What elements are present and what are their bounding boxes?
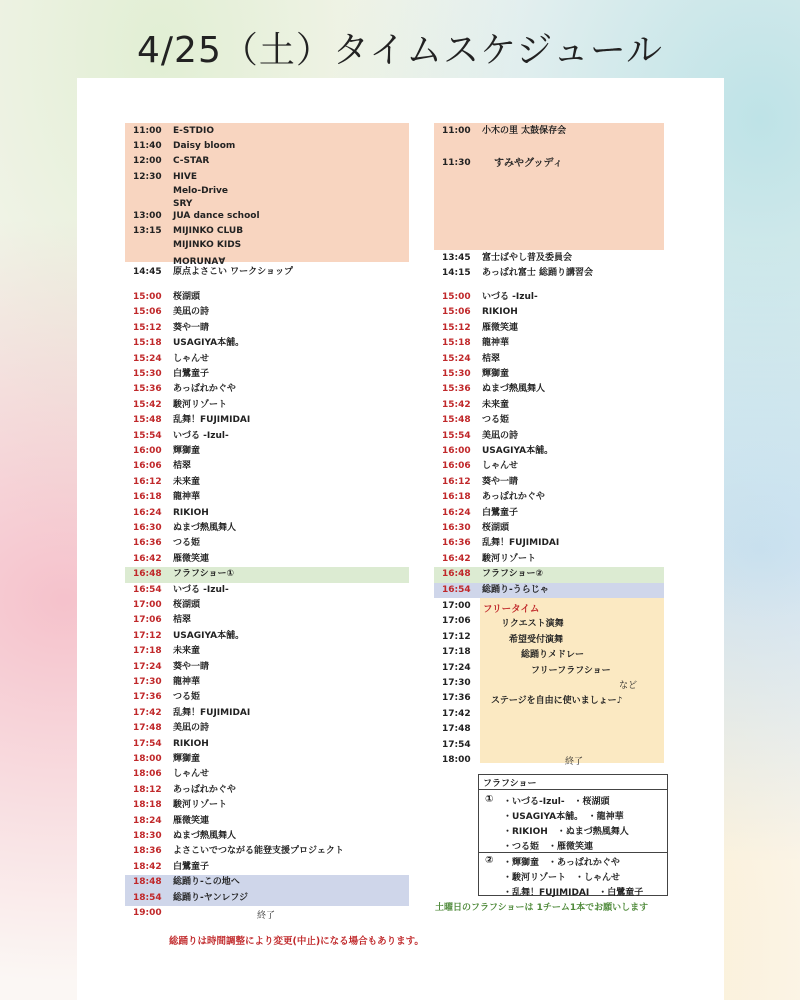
row-performer: 総踊り-この地へ [173,877,240,888]
free-time-item: 総踊りメドレー [521,650,585,661]
schedule-row [133,536,417,551]
row-time: 13:45 [442,253,471,263]
row-performer: 原点よさこい ワークショップ [173,267,293,277]
row-performer: 桜湖頭 [482,523,510,533]
row-performer: 小木の里 太鼓保存会 [482,126,567,136]
row-performer: 乱舞！FUJIMIDAI [173,415,251,426]
row-performer: 未来童 [482,399,510,410]
row-time: 18:12 [133,784,162,795]
row-time: 16:00 [442,446,471,456]
row-time: 16:30 [133,523,162,533]
row-performer: 駿河リゾート [173,399,228,410]
row-time: 18:48 [133,877,162,888]
schedule-row [133,829,417,844]
legend-title: フラフショー [483,779,537,789]
schedule-row [442,336,672,351]
schedule-row [442,382,672,397]
row-performer: 輝獅童 [173,446,201,456]
schedule-row [133,305,417,320]
schedule-row [133,124,417,139]
row-time: 15:00 [442,292,471,302]
row-time: 15:54 [133,430,162,441]
row-performer: 龍神華 [173,492,201,503]
row-time: 15:18 [442,338,471,349]
schedule-row [133,644,417,659]
row-time: 16:54 [442,584,471,595]
row-time: 16:48 [442,569,471,580]
legend-group2-line: ・駿河リゾート ・しゃんせ [503,873,621,883]
row-time: 18:06 [133,769,162,780]
schedule-row [133,860,417,875]
row-time: 17:00 [442,601,471,611]
row-performer: 葵や一睛 [173,322,210,333]
schedule-row [133,459,417,474]
row-performer: 桜湖頭 [173,292,201,302]
row-time: 18:30 [133,831,162,841]
schedule-row [133,336,417,351]
schedule-row [133,238,417,253]
schedule-row [133,209,417,224]
schedule-row [133,321,417,336]
row-performer: すみやグッディ [494,158,563,169]
footnote: 総踊りは時間調整により変更(中止)になる場合もあります。 [169,936,424,947]
schedule-row [133,444,417,459]
schedule-row [442,398,672,413]
row-time: 17:36 [133,692,162,703]
sub-morning-band [434,123,664,250]
schedule-row [133,552,417,567]
row-performer: 総踊り-うらじゃ [482,584,549,595]
schedule-row [133,398,417,413]
row-time: 17:42 [442,708,471,719]
schedule-row [442,413,672,428]
row-performer: 未来童 [173,476,201,487]
free-time-item: リクエスト演舞 [501,619,564,630]
row-time: 15:42 [442,399,471,410]
legend-group1-mark: ① [485,794,494,805]
schedule-row [442,521,672,536]
row-performer: 桔翠 [173,615,192,626]
row-time: 16:00 [133,446,162,456]
row-performer: あっぱれ富士 総踊り講習会 [482,268,594,278]
row-time: 18:00 [442,755,471,765]
row-performer: 雁微笑連 [173,553,210,564]
row-performer: USAGIYA本舗。 [482,446,554,456]
row-time: 14:15 [442,268,471,278]
schedule-row [133,490,417,505]
row-performer: 総踊り-ヤンレフジ [173,892,249,903]
row-time: 16:36 [133,538,162,549]
schedule-row [133,875,417,890]
row-performer: 富士ばやし普及委員会 [482,253,573,263]
row-time: 18:24 [133,815,162,826]
schedule-row [133,367,417,382]
row-time: 16:18 [133,492,162,503]
row-performer: USAGIYA本舗。 [173,338,245,349]
row-time: 17:00 [133,600,162,610]
row-time: 18:00 [133,754,162,764]
row-time: 16:12 [442,476,471,487]
row-time: 17:36 [442,693,471,704]
row-time: 17:24 [442,662,471,673]
schedule-row [133,660,417,675]
row-performer: 美凪の詩 [173,723,210,734]
schedule-row [133,413,417,428]
row-time: 11:30 [442,158,471,168]
main-end-label: 終了 [257,911,276,921]
row-time: 15:18 [133,338,162,349]
schedule-row [133,752,417,767]
row-performer: 白鷺童子 [482,507,519,518]
schedule-row [442,444,672,459]
row-time: 15:00 [133,292,162,302]
row-time: 16:42 [442,553,471,564]
row-time: 16:06 [133,461,162,472]
schedule-row [133,598,417,613]
row-time: 17:12 [442,631,471,642]
row-time: 17:06 [442,616,471,627]
schedule-row [442,459,672,474]
schedule-row [442,475,672,490]
schedule-row [133,675,417,690]
row-time: 15:06 [442,307,471,318]
flag-show-legend [478,774,668,896]
schedule-row [442,290,672,305]
row-time: 17:18 [442,647,471,658]
page-title: 4/25（土）タイムスケジュール [137,30,663,71]
row-performer: Melo-Drive [173,186,229,196]
row-time: 16:24 [133,507,162,518]
row-time: 13:15 [133,226,162,236]
row-performer: 雁微笑連 [482,322,519,333]
legend-group1-line: ・つる姫 ・雁微笑連 [503,842,594,852]
schedule-row [133,352,417,367]
schedule-row [133,814,417,829]
schedule-row [133,767,417,782]
row-performer: あっぱれかぐや [173,784,236,795]
row-time: 17:54 [442,739,471,750]
row-time: 17:48 [133,723,162,734]
row-time: 17:18 [133,646,162,657]
row-performer: あっぱれかぐや [482,492,545,503]
row-performer: 美凪の詩 [173,307,210,318]
row-performer: RIKIOH [173,738,209,749]
row-time: 17:24 [133,661,162,672]
row-performer: 桜湖頭 [173,600,201,610]
row-performer: つる姫 [482,415,510,426]
schedule-row [442,251,672,266]
row-time: 17:30 [133,677,162,687]
row-performer: 雁微笑連 [173,815,210,826]
row-time: 17:54 [133,738,162,749]
schedule-row [133,690,417,705]
schedule-row [133,475,417,490]
schedule-row [133,613,417,628]
row-time: 19:00 [133,908,162,918]
legend-group1-line: ・USAGIYA本舗。 ・龍神華 [503,812,624,822]
row-time: 15:48 [133,415,162,426]
row-time: 15:36 [442,384,471,395]
legend-divider [479,852,667,853]
schedule-row [133,583,417,598]
row-performer: E-STDIO [173,126,214,136]
row-time: 15:54 [442,430,471,441]
row-performer: 白鷺童子 [173,861,210,872]
row-performer: JUA dance school [173,211,260,221]
legend-header [479,775,667,790]
row-time: 11:00 [442,126,471,136]
row-performer: フラフショー② [482,569,544,580]
schedule-row [442,367,672,382]
row-performer: 輝獅童 [173,754,201,764]
row-performer: 龍神華 [482,338,510,349]
schedule-row [133,798,417,813]
schedule-row [133,382,417,397]
row-performer: 乱舞！FUJIMIDAI [482,538,560,549]
free-time-note: ステージを自由に使いましょー♪ [491,696,623,707]
schedule-row [442,156,672,171]
row-performer: 輝獅童 [482,369,510,379]
row-time: 11:40 [133,141,162,151]
legend-group2-line: ・乱舞！FUJIMIDAI ・白鷺童子 [503,888,644,898]
row-time: 13:00 [133,211,162,221]
legend-group2-mark: ② [485,855,494,866]
row-time: 17:06 [133,615,162,626]
schedule-row [133,567,417,582]
schedule-row [133,154,417,169]
schedule-row [442,321,672,336]
row-performer: いづる -Izul- [173,584,229,595]
schedule-row [442,352,672,367]
free-time-etc: など [619,681,638,691]
row-time: 18:36 [133,846,162,857]
row-performer: 葵や一睛 [173,661,210,672]
row-time: 15:12 [442,322,471,333]
schedule-row [133,429,417,444]
row-time: 17:48 [442,724,471,735]
row-time: 15:24 [442,353,471,364]
row-performer: いづる -Izul- [173,430,229,441]
row-performer: つる姫 [173,538,201,549]
schedule-row [133,891,417,906]
row-performer: ぬまづ熱風舞人 [173,831,237,841]
legend-group2-line: ・輝獅童 ・あっぱれかぐや [503,858,620,868]
row-time: 16:24 [442,507,471,518]
schedule-row [133,139,417,154]
schedule-row [133,265,417,280]
schedule-row [442,552,672,567]
schedule-row [133,721,417,736]
schedule-row [133,737,417,752]
row-performer: HIVE [173,172,197,182]
schedule-row [133,629,417,644]
schedule-sheet [77,78,724,1000]
row-time: 15:36 [133,384,162,395]
schedule-row [133,290,417,305]
row-time: 16:30 [442,523,471,533]
row-performer: Daisy bloom [173,141,236,151]
row-performer: よさこいでつながる能登支援プロジェクト [173,846,344,857]
schedule-row [133,506,417,521]
schedule-row [442,536,672,551]
row-time: 15:48 [442,415,471,426]
row-performer: SRY [173,199,193,209]
legend-group1-line: ・いづる-Izul- ・桜湖頭 [503,797,610,807]
row-performer: 美凪の詩 [482,430,519,441]
row-time: 15:42 [133,399,162,410]
schedule-row [133,706,417,721]
row-time: 12:00 [133,156,162,166]
row-time: 16:18 [442,492,471,503]
row-performer: 未来童 [173,646,201,657]
row-time: 11:00 [133,126,162,136]
row-performer: しゃんせ [173,353,210,364]
row-performer: つる姫 [173,692,201,703]
row-time: 15:24 [133,353,162,364]
schedule-row [133,844,417,859]
row-performer: ぬまづ熱風舞人 [173,523,237,533]
row-time: 17:12 [133,630,162,641]
row-performer: 駿河リゾート [482,553,537,564]
schedule-row [442,567,672,582]
row-time: 15:30 [442,369,471,379]
legend-note: 土曜日のフラフショーは 1チーム1本でお願いします [435,903,649,913]
row-performer: いづる -Izul- [482,292,538,302]
row-time: 16:42 [133,553,162,564]
row-time: 18:54 [133,892,162,903]
row-performer: MIJINKO CLUB [173,226,244,236]
row-time: 16:06 [442,461,471,472]
row-performer: MIJINKO KIDS [173,240,242,250]
row-performer: C-STAR [173,156,210,166]
row-performer: 葵や一睛 [482,476,519,487]
sub-end-label: 終了 [565,757,584,767]
row-performer: ぬまづ熱風舞人 [482,384,546,395]
schedule-row [442,429,672,444]
row-time: 12:30 [133,172,162,182]
legend-group1-line: ・RIKIOH ・ぬまづ熱風舞人 [503,827,629,837]
schedule-row [442,124,672,139]
row-time: 16:36 [442,538,471,549]
row-time: 17:30 [442,678,471,688]
row-performer: 白鷺童子 [173,369,210,379]
row-time: 15:06 [133,307,162,318]
row-performer: RIKIOH [173,507,209,518]
row-performer: 乱舞！FUJIMIDAI [173,707,251,718]
row-performer: しゃんせ [173,769,210,780]
row-time: 18:42 [133,861,162,872]
row-performer: フラフショー① [173,569,235,580]
row-time: 15:30 [133,369,162,379]
row-performer: MORUNA∀ [173,257,226,267]
row-performer: 桔翠 [173,461,192,472]
row-performer: あっぱれかぐや [173,384,236,395]
row-performer: しゃんせ [482,461,519,472]
free-time-item: 希望受付演舞 [509,634,564,645]
schedule-row [442,266,672,281]
schedule-row [133,783,417,798]
row-time: 16:12 [133,476,162,487]
schedule-row [442,583,672,598]
row-time: 16:54 [133,584,162,595]
row-performer: USAGIYA本舗。 [173,630,245,641]
schedule-row [442,305,672,320]
row-time: 15:12 [133,322,162,333]
row-performer: RIKIOH [482,307,518,318]
schedule-row [442,506,672,521]
row-time: 16:48 [133,569,162,580]
row-time: 14:45 [133,267,162,277]
schedule-row [442,490,672,505]
schedule-row [133,521,417,536]
row-performer: 龍神華 [173,677,201,687]
row-time: 17:42 [133,707,162,718]
row-performer: 桔翠 [482,353,501,364]
free-time-item: フリーフラフショー [531,665,611,676]
row-performer: 駿河リゾート [173,800,228,811]
row-time: 18:18 [133,800,162,811]
free-time-title: フリータイム [483,604,540,615]
